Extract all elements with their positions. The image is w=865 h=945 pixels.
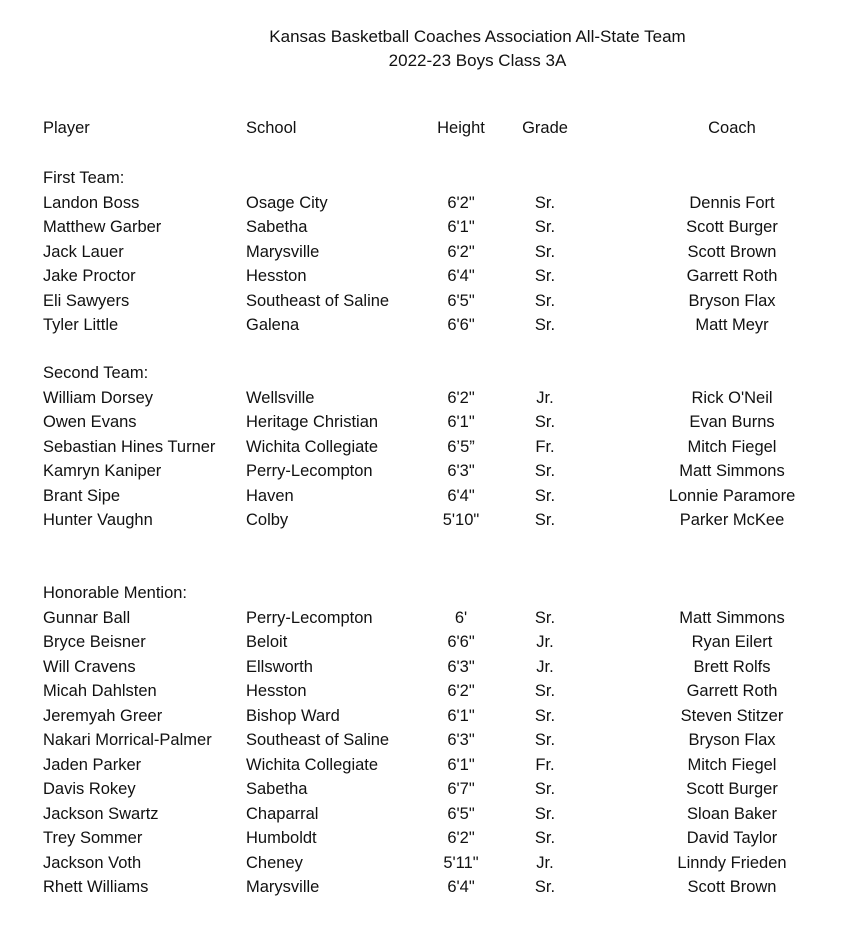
school-cell: Osage City <box>246 194 328 212</box>
coach-cell: Brett Rolfs <box>693 658 771 676</box>
coach-cell: Scott Burger <box>686 218 778 236</box>
table-row <box>0 777 865 801</box>
height-cell: 6'3" <box>447 462 475 480</box>
coach-cell: Matt Simmons <box>679 462 785 480</box>
grade-cell: Sr. <box>534 413 556 431</box>
height-cell: 6'3" <box>447 658 475 676</box>
height-cell: 6'2" <box>447 829 475 847</box>
coach-cell: Evan Burns <box>689 413 775 431</box>
table-row <box>0 289 865 313</box>
grade-cell: Sr. <box>534 682 556 700</box>
height-cell: 6'1" <box>447 218 475 236</box>
player-cell: Jack Lauer <box>43 243 124 261</box>
section-label: First Team: <box>43 169 125 187</box>
school-cell: Ellsworth <box>246 658 313 676</box>
height-cell: 6'6" <box>447 316 475 334</box>
coach-cell: Parker McKee <box>679 511 785 529</box>
grade-cell: Sr. <box>534 609 556 627</box>
table-row <box>0 704 865 728</box>
school-cell: Cheney <box>246 854 303 872</box>
height-cell: 6'3" <box>447 731 475 749</box>
player-cell: Jake Proctor <box>43 267 136 285</box>
table-row <box>0 606 865 630</box>
height-cell: 6'2" <box>447 194 475 212</box>
school-cell: Sabetha <box>246 218 308 236</box>
school-cell: Heritage Christian <box>246 413 379 431</box>
player-cell: Sebastian Hines Turner <box>43 438 216 456</box>
column-header-grade: Grade <box>522 119 568 137</box>
school-cell: Haven <box>246 487 294 505</box>
coach-cell: Matt Meyr <box>695 316 769 334</box>
player-cell: Tyler Little <box>43 316 119 334</box>
table-row <box>0 875 865 899</box>
height-cell: 6'2" <box>447 243 475 261</box>
height-cell: 6'5" <box>447 292 475 310</box>
height-cell: 6'4" <box>447 267 475 285</box>
column-header-row <box>0 116 865 140</box>
player-cell: Jaden Parker <box>43 756 142 774</box>
player-cell: Jackson Swartz <box>43 805 159 823</box>
height-cell: 6'7" <box>447 780 475 798</box>
grade-cell: Sr. <box>534 780 556 798</box>
player-cell: Trey Sommer <box>43 829 143 847</box>
coach-cell: Mitch Fiegel <box>687 756 777 774</box>
player-cell: Will Cravens <box>43 658 136 676</box>
grade-cell: Sr. <box>534 731 556 749</box>
column-header-player: Player <box>43 119 90 137</box>
grade-cell: Sr. <box>534 878 556 896</box>
table-row <box>0 191 865 215</box>
school-cell: Wichita Collegiate <box>246 756 379 774</box>
coach-cell: Rick O'Neil <box>691 389 773 407</box>
height-cell: 5'10" <box>442 511 480 529</box>
player-cell: Jeremyah Greer <box>43 707 163 725</box>
school-cell: Wellsville <box>246 389 315 407</box>
coach-cell: Ryan Eilert <box>691 633 773 651</box>
grade-cell: Sr. <box>534 511 556 529</box>
table-row <box>0 630 865 654</box>
table-row <box>0 655 865 679</box>
school-cell: Humboldt <box>246 829 317 847</box>
coach-cell: Dennis Fort <box>689 194 775 212</box>
table-row <box>0 264 865 288</box>
school-cell: Perry-Lecompton <box>246 609 373 627</box>
coach-cell: Sloan Baker <box>687 805 777 823</box>
height-cell: 6'2" <box>447 389 475 407</box>
school-cell: Galena <box>246 316 300 334</box>
coach-cell: Linndy Frieden <box>677 854 787 872</box>
player-cell: Davis Rokey <box>43 780 136 798</box>
player-cell: Gunnar Ball <box>43 609 131 627</box>
height-cell: 6'5" <box>447 805 475 823</box>
table-row <box>0 215 865 239</box>
height-cell: 6'4" <box>447 878 475 896</box>
height-cell: 5'11" <box>443 854 479 872</box>
height-cell: 6'6" <box>447 633 475 651</box>
player-cell: Matthew Garber <box>43 218 162 236</box>
height-cell: 6’5” <box>447 438 475 456</box>
grade-cell: Sr. <box>534 292 556 310</box>
school-cell: Wichita Collegiate <box>246 438 379 456</box>
grade-cell: Sr. <box>534 316 556 334</box>
school-cell: Colby <box>246 511 289 529</box>
column-header-height: Height <box>437 119 485 137</box>
grade-cell: Jr. <box>536 854 554 872</box>
school-cell: Southeast of Saline <box>246 292 390 310</box>
table-row <box>0 459 865 483</box>
coach-cell: David Taylor <box>686 829 778 847</box>
grade-cell: Sr. <box>534 218 556 236</box>
table-row <box>0 435 865 459</box>
table-row <box>0 753 865 777</box>
table-row <box>0 240 865 264</box>
school-cell: Bishop Ward <box>246 707 340 725</box>
player-cell: Bryce Beisner <box>43 633 146 651</box>
coach-cell: Bryson Flax <box>688 292 776 310</box>
grade-cell: Sr. <box>534 829 556 847</box>
table-row <box>0 313 865 337</box>
grade-cell: Fr. <box>535 438 555 456</box>
column-header-school: School <box>246 119 297 137</box>
coach-cell: Scott Brown <box>687 243 777 261</box>
player-cell: Micah Dahlsten <box>43 682 157 700</box>
height-cell: 6'4" <box>447 487 475 505</box>
grade-cell: Sr. <box>534 243 556 261</box>
grade-cell: Jr. <box>536 633 554 651</box>
table-row <box>0 484 865 508</box>
school-cell: Marysville <box>246 243 320 261</box>
school-cell: Hesston <box>246 682 307 700</box>
grade-cell: Sr. <box>534 462 556 480</box>
coach-cell: Lonnie Paramore <box>668 487 796 505</box>
section-label: Honorable Mention: <box>43 584 188 602</box>
school-cell: Perry-Lecompton <box>246 462 373 480</box>
player-cell: Owen Evans <box>43 413 137 431</box>
grade-cell: Sr. <box>534 194 556 212</box>
table-row <box>0 851 865 875</box>
coach-cell: Scott Brown <box>687 878 777 896</box>
table-row <box>0 386 865 410</box>
page-subtitle: 2022-23 Boys Class 3A <box>388 51 567 70</box>
school-cell: Southeast of Saline <box>246 731 390 749</box>
school-cell: Beloit <box>246 633 288 651</box>
player-cell: William Dorsey <box>43 389 154 407</box>
school-cell: Hesston <box>246 267 307 285</box>
player-cell: Landon Boss <box>43 194 140 212</box>
coach-cell: Garrett Roth <box>686 682 778 700</box>
height-cell: 6'1" <box>447 413 475 431</box>
grade-cell: Jr. <box>536 389 554 407</box>
table-row <box>0 679 865 703</box>
grade-cell: Jr. <box>536 658 554 676</box>
school-cell: Chaparral <box>246 805 319 823</box>
table-row <box>0 802 865 826</box>
grade-cell: Sr. <box>534 805 556 823</box>
player-cell: Jackson Voth <box>43 854 142 872</box>
height-cell: 6'2" <box>447 682 475 700</box>
coach-cell: Mitch Fiegel <box>687 438 777 456</box>
coach-cell: Scott Burger <box>686 780 778 798</box>
grade-cell: Sr. <box>534 487 556 505</box>
table-row <box>0 508 865 532</box>
player-cell: Eli Sawyers <box>43 292 130 310</box>
player-cell: Nakari Morrical-Palmer <box>43 731 212 749</box>
height-cell: 6'1" <box>447 756 475 774</box>
school-cell: Sabetha <box>246 780 308 798</box>
player-cell: Kamryn Kaniper <box>43 462 162 480</box>
coach-cell: Matt Simmons <box>679 609 785 627</box>
height-cell: 6'1" <box>447 707 475 725</box>
column-header-coach: Coach <box>708 119 756 137</box>
grade-cell: Sr. <box>534 707 556 725</box>
table-row <box>0 728 865 752</box>
coach-cell: Garrett Roth <box>686 267 778 285</box>
player-cell: Brant Sipe <box>43 487 121 505</box>
grade-cell: Sr. <box>534 267 556 285</box>
page-title: Kansas Basketball Coaches Association All-State Team <box>269 27 686 46</box>
coach-cell: Bryson Flax <box>688 731 776 749</box>
section-label: Second Team: <box>43 364 149 382</box>
school-cell: Marysville <box>246 878 320 896</box>
player-cell: Rhett Williams <box>43 878 149 896</box>
height-cell: 6' <box>454 609 468 627</box>
player-cell: Hunter Vaughn <box>43 511 153 529</box>
table-row <box>0 826 865 850</box>
coach-cell: Steven Stitzer <box>680 707 784 725</box>
grade-cell: Fr. <box>535 756 555 774</box>
table-row <box>0 410 865 434</box>
